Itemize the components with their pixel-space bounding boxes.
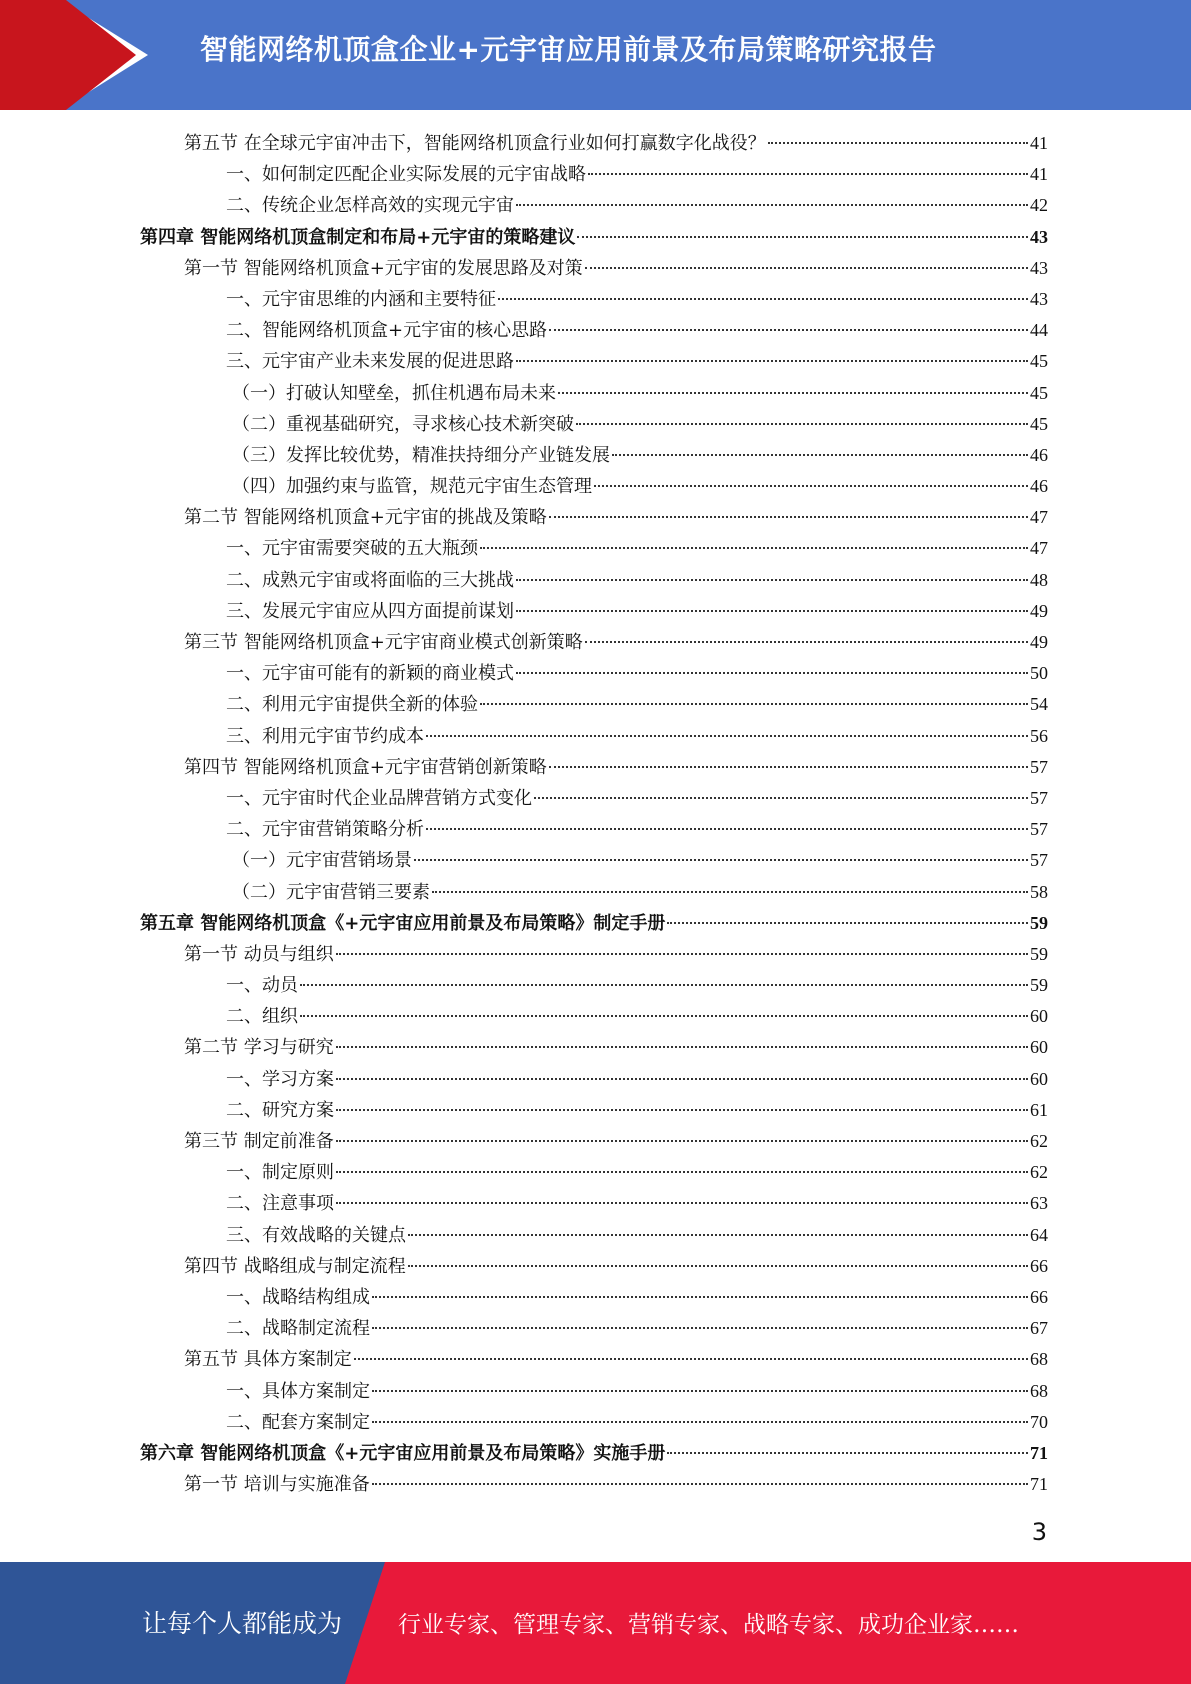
toc-dot-leader (336, 1078, 1028, 1080)
page-number: 3 (1031, 1518, 1047, 1546)
footer-slogan-right: 行业专家、管理专家、营销专家、战略专家、成功企业家…… (398, 1612, 1019, 1638)
toc-subsection-entry[interactable] (140, 689, 1048, 720)
toc-section-entry[interactable] (140, 128, 1048, 159)
toc-subsection-entry[interactable] (140, 440, 1048, 471)
toc-entry-page: 67 (1030, 1318, 1048, 1339)
toc-entry-title: 一、元宇宙需要突破的五大瓶颈 (226, 538, 478, 560)
toc-entry-title: 三、元宇宙产业未来发展的促进思路 (226, 351, 514, 373)
toc-subsection-entry[interactable] (140, 658, 1048, 689)
toc-section-entry[interactable] (140, 253, 1048, 284)
toc-entry-page: 57 (1030, 819, 1048, 840)
toc-subsection-entry[interactable] (140, 1313, 1048, 1344)
toc-entry-title: 二、传统企业怎样高效的实现元宇宙 (226, 195, 514, 217)
toc-entry-title: 二、配套方案制定 (226, 1411, 370, 1433)
toc-entry-page: 45 (1030, 413, 1048, 434)
toc-entry-title: 二、利用元宇宙提供全新的体验 (226, 694, 478, 716)
toc-subsection-entry[interactable] (140, 471, 1048, 502)
toc-entry-page: 64 (1030, 1224, 1048, 1245)
toc-entry-page: 60 (1030, 1006, 1048, 1027)
toc-dot-leader (549, 766, 1028, 768)
toc-dot-leader (372, 1390, 1028, 1392)
toc-entry-title: 第一节 动员与组织 (184, 943, 334, 965)
toc-entry-title: 第二节 智能网络机顶盒+元宇宙的挑战及策略 (184, 507, 547, 529)
toc-subsection-entry[interactable] (140, 1407, 1048, 1438)
table-of-contents (140, 128, 1048, 1500)
toc-entry-title: 第三节 制定前准备 (184, 1131, 334, 1152)
toc-entry-page: 54 (1030, 694, 1048, 715)
toc-entry-page: 45 (1030, 351, 1048, 372)
toc-entry-title: 第四节 智能网络机顶盒+元宇宙营销创新策略 (184, 756, 547, 778)
toc-entry-title: 三、利用元宇宙节约成本 (226, 725, 424, 747)
toc-entry-page: 47 (1030, 507, 1048, 528)
toc-subsection-entry[interactable] (140, 1282, 1048, 1313)
toc-dot-leader (558, 392, 1028, 394)
toc-subsection-entry[interactable] (140, 190, 1048, 221)
toc-dot-leader (480, 703, 1028, 705)
toc-entry-page: 57 (1030, 787, 1048, 808)
toc-dot-leader (408, 1265, 1028, 1267)
toc-dot-leader (612, 454, 1028, 456)
toc-entry-page: 44 (1030, 320, 1048, 341)
toc-entry-title: 第五节 在全球元宇宙冲击下，智能网络机顶盒行业如何打赢数字化战役？ (184, 133, 766, 154)
toc-subsection-entry[interactable] (140, 1188, 1048, 1219)
toc-subsection-entry[interactable] (140, 315, 1048, 346)
toc-entry-title: （二）重视基础研究，寻求核心技术新突破 (232, 413, 574, 435)
toc-entry-page: 42 (1030, 195, 1048, 216)
toc-entry-title: 二、研究方案 (226, 1099, 334, 1121)
toc-subsection-entry[interactable] (140, 533, 1048, 564)
toc-subsection-entry[interactable] (140, 284, 1048, 315)
toc-dot-leader (300, 984, 1028, 986)
toc-entry-page: 56 (1030, 725, 1048, 746)
toc-entry-page: 58 (1030, 881, 1048, 902)
toc-dot-leader (408, 1234, 1028, 1236)
toc-subsection-entry[interactable] (140, 1220, 1048, 1251)
toc-entry-title: 第四章 智能网络机顶盒制定和布局+元宇宙的策略建议 (140, 226, 576, 248)
toc-entry-page: 60 (1030, 1068, 1048, 1089)
toc-subsection-entry[interactable] (140, 596, 1048, 627)
toc-entry-title: 二、组织 (226, 1006, 298, 1028)
toc-section-entry[interactable] (140, 1032, 1048, 1063)
toc-entry-title: 第二节 学习与研究 (184, 1037, 334, 1059)
toc-dot-leader (372, 1483, 1028, 1485)
toc-entry-title: 第五章 智能网络机顶盒《+元宇宙应用前景及布局策略》制定手册 (140, 912, 666, 934)
toc-entry-title: （三）发挥比较优势，精准扶持细分产业链发展 (232, 444, 610, 466)
toc-subsection-entry[interactable] (140, 159, 1048, 190)
toc-section-entry[interactable] (140, 939, 1048, 970)
toc-subsection-entry[interactable] (140, 845, 1048, 876)
toc-entry-page: 41 (1030, 164, 1048, 185)
toc-entry-page: 61 (1030, 1099, 1048, 1120)
toc-dot-leader (585, 267, 1028, 269)
toc-entry-page: 43 (1030, 288, 1048, 309)
toc-subsection-entry[interactable] (140, 378, 1048, 409)
footer-slogan-left: 让每个人都能成为 (142, 1609, 343, 1638)
toc-entry-title: 第一节 智能网络机顶盒+元宇宙的发展思路及对策 (184, 257, 583, 279)
toc-subsection-entry[interactable] (140, 1001, 1048, 1032)
toc-entry-page: 71 (1030, 1474, 1048, 1495)
toc-subsection-entry[interactable] (140, 346, 1048, 377)
toc-dot-leader (300, 1015, 1028, 1017)
toc-dot-leader (354, 1358, 1028, 1360)
toc-entry-page: 57 (1030, 850, 1048, 871)
toc-entry-title: 一、动员 (226, 975, 298, 997)
toc-entry-title: 第一节 培训与实施准备 (184, 1474, 370, 1496)
toc-entry-title: 二、成熟元宇宙或将面临的三大挑战 (226, 569, 514, 591)
toc-entry-title: 二、注意事项 (226, 1193, 334, 1215)
toc-entry-page: 45 (1030, 382, 1048, 403)
toc-entry-page: 66 (1030, 1286, 1048, 1307)
toc-entry-page: 50 (1030, 663, 1048, 684)
toc-dot-leader (336, 1140, 1028, 1142)
toc-entry-title: 第六章 智能网络机顶盒《+元宇宙应用前景及布局策略》实施手册 (140, 1442, 666, 1464)
toc-entry-title: 三、发展元宇宙应从四方面提前谋划 (226, 600, 514, 622)
toc-subsection-entry[interactable] (140, 1095, 1048, 1126)
toc-subsection-entry[interactable] (140, 409, 1048, 440)
toc-dot-leader (516, 610, 1028, 612)
toc-dot-leader (372, 1296, 1028, 1298)
toc-entry-title: 一、元宇宙可能有的新颖的商业模式 (226, 663, 514, 685)
document-title: 智能网络机顶盒企业+元宇宙应用前景及布局策略研究报告 (200, 33, 937, 66)
toc-chapter-entry[interactable] (140, 222, 1048, 253)
toc-dot-leader (498, 298, 1028, 300)
toc-dot-leader (585, 641, 1028, 643)
toc-dot-leader (576, 423, 1028, 425)
toc-dot-leader (336, 1171, 1028, 1173)
toc-dot-leader (426, 735, 1028, 737)
toc-entry-page: 59 (1030, 912, 1048, 933)
toc-dot-leader (372, 1421, 1028, 1423)
toc-dot-leader (516, 579, 1028, 581)
toc-dot-leader (667, 922, 1028, 924)
toc-entry-page: 47 (1030, 538, 1048, 559)
toc-section-entry[interactable] (140, 1126, 1048, 1157)
toc-entry-page: 59 (1030, 943, 1048, 964)
toc-entry-title: 二、元宇宙营销策略分析 (226, 819, 424, 841)
toc-dot-leader (480, 547, 1028, 549)
toc-entry-title: 第四节 战略组成与制定流程 (184, 1255, 406, 1277)
toc-entry-page: 46 (1030, 476, 1048, 497)
toc-entry-page: 43 (1030, 226, 1048, 247)
toc-dot-leader (432, 891, 1028, 893)
toc-entry-page: 59 (1030, 975, 1048, 996)
toc-section-entry[interactable] (140, 1251, 1048, 1282)
toc-entry-page: 41 (1030, 133, 1048, 153)
toc-entry-title: 一、如何制定匹配企业实际发展的元宇宙战略 (226, 164, 586, 186)
toc-subsection-entry[interactable] (140, 565, 1048, 596)
toc-dot-leader (588, 173, 1028, 175)
toc-subsection-entry[interactable] (140, 783, 1048, 814)
toc-dot-leader (414, 859, 1028, 861)
toc-dot-leader (577, 236, 1028, 238)
toc-dot-leader (549, 329, 1028, 331)
toc-entry-page: 49 (1030, 600, 1048, 621)
toc-entry-page: 49 (1030, 632, 1048, 652)
toc-dot-leader (516, 672, 1028, 674)
toc-dot-leader (768, 142, 1028, 144)
toc-subsection-entry[interactable] (140, 1157, 1048, 1188)
toc-entry-title: 第五节 具体方案制定 (184, 1349, 352, 1371)
toc-dot-leader (372, 1327, 1028, 1329)
toc-entry-title: 二、战略制定流程 (226, 1318, 370, 1340)
toc-chapter-entry[interactable] (140, 1438, 1048, 1469)
toc-dot-leader (516, 360, 1028, 362)
toc-entry-page: 71 (1030, 1442, 1048, 1463)
toc-dot-leader (594, 485, 1028, 487)
toc-dot-leader (336, 953, 1028, 955)
toc-entry-title: （二）元宇宙营销三要素 (232, 881, 430, 903)
toc-section-entry[interactable] (140, 502, 1048, 533)
toc-subsection-entry[interactable] (140, 877, 1048, 908)
toc-dot-leader (336, 1109, 1028, 1111)
toc-subsection-entry[interactable] (140, 1376, 1048, 1407)
toc-subsection-entry[interactable] (140, 1064, 1048, 1095)
toc-entry-title: 三、有效战略的关键点 (226, 1224, 406, 1246)
toc-section-entry[interactable] (140, 627, 1048, 658)
toc-entry-title: （一）打破认知壁垒，抓住机遇布局未来 (232, 382, 556, 404)
toc-entry-page: 46 (1030, 444, 1048, 465)
toc-dot-leader (516, 204, 1028, 206)
toc-entry-page: 48 (1030, 569, 1048, 590)
toc-entry-title: 一、制定原则 (226, 1162, 334, 1184)
toc-section-entry[interactable] (140, 1344, 1048, 1375)
toc-chapter-entry[interactable] (140, 908, 1048, 939)
toc-subsection-entry[interactable] (140, 970, 1048, 1001)
toc-entry-page: 57 (1030, 756, 1048, 777)
toc-section-entry[interactable] (140, 752, 1048, 783)
page-footer (0, 1562, 1191, 1684)
toc-entry-title: 一、战略结构组成 (226, 1286, 370, 1308)
toc-entry-page: 66 (1030, 1255, 1048, 1276)
toc-entry-title: （四）加强约束与监管，规范元宇宙生态管理 (232, 476, 592, 498)
toc-entry-title: 一、元宇宙思维的内涵和主要特征 (226, 288, 496, 310)
toc-dot-leader (336, 1202, 1028, 1204)
toc-entry-page: 60 (1030, 1037, 1048, 1058)
toc-subsection-entry[interactable] (140, 814, 1048, 845)
toc-section-entry[interactable] (140, 1469, 1048, 1500)
toc-dot-leader (336, 1046, 1028, 1048)
toc-entry-title: 一、学习方案 (226, 1068, 334, 1090)
toc-dot-leader (667, 1452, 1028, 1454)
toc-entry-page: 68 (1030, 1349, 1048, 1370)
toc-entry-title: （一）元宇宙营销场景 (232, 850, 412, 872)
toc-entry-page: 62 (1030, 1162, 1048, 1183)
toc-entry-title: 一、元宇宙时代企业品牌营销方式变化 (226, 787, 532, 809)
toc-entry-page: 43 (1030, 257, 1048, 278)
toc-subsection-entry[interactable] (140, 721, 1048, 752)
toc-entry-page: 68 (1030, 1380, 1048, 1401)
toc-entry-title: 一、具体方案制定 (226, 1380, 370, 1402)
page-header (0, 0, 1191, 110)
toc-dot-leader (549, 516, 1028, 518)
toc-entry-title: 第三节 智能网络机顶盒+元宇宙商业模式创新策略 (184, 632, 583, 653)
toc-dot-leader (534, 797, 1028, 799)
toc-entry-page: 70 (1030, 1411, 1048, 1432)
toc-entry-title: 二、智能网络机顶盒+元宇宙的核心思路 (226, 320, 548, 342)
toc-entry-page: 62 (1030, 1131, 1048, 1151)
toc-dot-leader (426, 828, 1028, 830)
toc-entry-page: 63 (1030, 1193, 1048, 1214)
